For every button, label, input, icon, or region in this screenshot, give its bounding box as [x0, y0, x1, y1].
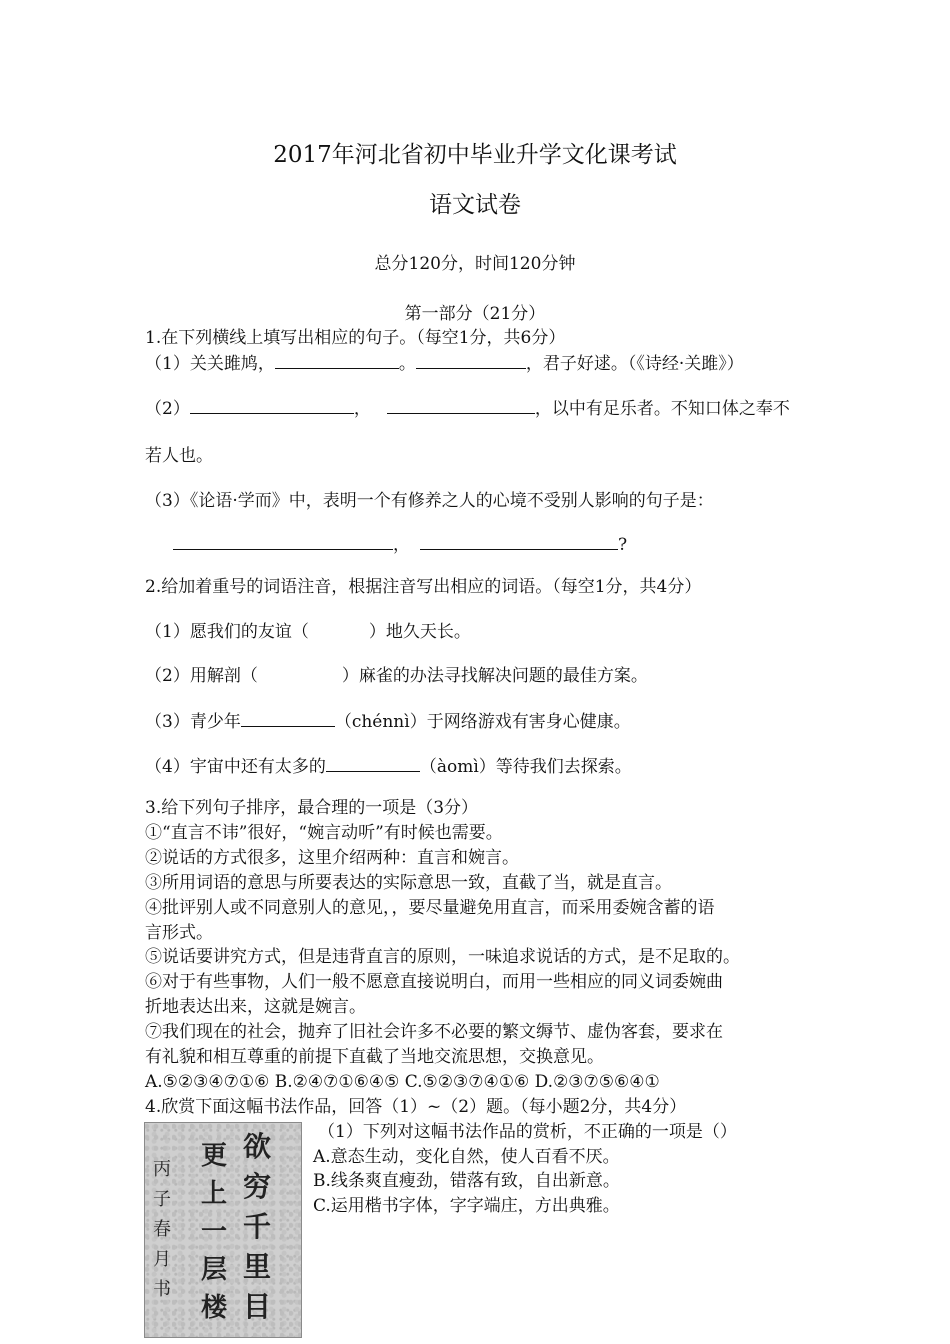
q1-item-1-text-c: ，君子好逑。（《诗经·关雎》） — [525, 354, 744, 374]
q3-sentence-5: ⑤说话要讲究方式，但是违背直言的原则，一味追求说话的方式，是不足取的。 — [145, 947, 740, 967]
q2-item-3 — [145, 709, 631, 733]
q1-item-3-blank-2[interactable] — [420, 532, 618, 550]
q1-item-1-blank-2[interactable] — [416, 351, 526, 369]
q3-sentence-6-continued: 折地表达出来，这就是婉言。 — [145, 997, 366, 1017]
q3-sentence-6: ⑥对于有些事物，人们一般不愿意直接说明白，而用一些相应的同义词委婉曲 — [145, 972, 723, 992]
q2-item-4-text-a: （4）宇宙中还有太多的 — [145, 757, 326, 777]
q3-stem: 3.给下列句子排序，最合理的一项是（3分） — [145, 798, 479, 818]
q1-item-3-blanks — [173, 532, 627, 556]
q3-sentence-3: ③所用词语的意思与所要表达的实际意思一致，直截了当，就是直言。 — [145, 873, 672, 893]
calligraphy-image — [144, 1122, 302, 1338]
q2-item-1 — [145, 621, 471, 643]
q3-sentence-7-continued: 有礼貌和相互尊重的前提下直截了当地交流思想，交换意见。 — [145, 1047, 604, 1067]
q3-sentence-2: ②说话的方式很多，这里介绍两种：直言和婉言。 — [145, 848, 519, 868]
q1-stem: 1.在下列横线上填写出相应的句子。（每空1分，共6分） — [145, 328, 566, 348]
q4-stem: 4.欣赏下面这幅书法作品，回答（1）~（2）题。（每小题2分，共4分） — [145, 1097, 687, 1117]
q2-item-1-text-a: （1）愿我们的友谊（ — [145, 622, 309, 642]
q2-item-2-text-a: （2）用解剖（ — [145, 666, 258, 686]
part-heading: 第一部分（21分） — [404, 304, 546, 324]
q3-options: A.⑤②③④⑦①⑥ B.②④⑦①⑥④⑤ C.⑤②③⑦④①⑥ D.②③⑦⑤⑥④① — [145, 1072, 660, 1092]
q4-option-c[interactable]: C.运用楷书字体，字字端庄，方出典雅。 — [313, 1196, 620, 1216]
q3-sentence-4: ④批评别人或不同意别人的意见，，要尽量避免用直言，而采用委婉含蓄的语 — [145, 898, 715, 918]
q3-sentence-1: ①“直言不讳”很好，“婉言动听”有时候也需要。 — [145, 823, 503, 843]
q1-item-2-text-b: ， — [353, 399, 371, 419]
calligraphy-column-3: 丙子春月书 — [153, 1159, 171, 1300]
q1-item-3: （3）《论语·学而》中，表明一个有修养之人的心境不受别人影响的句子是： — [145, 491, 714, 511]
q1-item-2-continued: 若人也。 — [145, 446, 213, 466]
q2-item-1-text-b: ）地久天长。 — [368, 622, 471, 642]
q1-item-1-text-a: （1）关关雎鸠， — [145, 354, 275, 374]
q1-item-2-text-a: （2） — [145, 399, 190, 419]
calligraphy-column-2: 更上一层楼 — [201, 1141, 228, 1323]
q1-item-2 — [145, 396, 790, 420]
q3-sentence-4-continued: 言形式。 — [145, 923, 213, 943]
q2-item-3-blank[interactable] — [241, 709, 335, 727]
q2-item-2 — [145, 665, 648, 687]
calligraphy-column-1: 欲穷千里目 — [243, 1130, 272, 1323]
q2-item-4-text-b: （àomì）等待我们去探索。 — [419, 757, 632, 777]
q2-item-4 — [145, 754, 632, 778]
q2-item-3-text-b: （chénnì）于网络游戏有害身心健康。 — [334, 712, 631, 732]
exam-info: 总分120分，时间120分钟 — [374, 254, 576, 274]
q2-item-4-blank[interactable] — [326, 754, 420, 772]
q1-item-1-text-b: 。 — [398, 354, 416, 374]
q2-item-3-text-a: （3）青少年 — [145, 712, 241, 732]
q1-item-2-blank-1[interactable] — [190, 396, 354, 414]
q1-item-2-blank-2[interactable] — [387, 396, 535, 414]
q1-item-3-qmark: ? — [618, 535, 628, 555]
q1-item-3-blank-1[interactable] — [173, 532, 393, 550]
q1-item-2-text-c: ，以中有足乐者。不知口体之奉不 — [534, 399, 790, 419]
q4-option-b[interactable]: B.线条爽直瘦劲，错落有致，自出新意。 — [313, 1171, 620, 1191]
q3-sentence-7: ⑦我们现在的社会，抛弃了旧社会许多不必要的繁文缛节、虚伪客套，要求在 — [145, 1022, 723, 1042]
exam-subtitle: 语文试卷 — [429, 192, 521, 218]
q4-sub-question-1: （1）下列对这幅书法作品的赏析，不正确的一项是（） — [318, 1122, 737, 1142]
q4-option-a[interactable]: A.意态生动，变化自然，使人百看不厌。 — [313, 1147, 620, 1167]
q1-item-1-blank-1[interactable] — [275, 351, 399, 369]
exam-title: 2017年河北省初中毕业升学文化课考试 — [273, 142, 677, 168]
q1-item-3-comma: ， — [393, 535, 410, 555]
q1-item-1 — [145, 351, 744, 375]
q2-stem: 2.给加着重号的词语注音，根据注音写出相应的词语。（每空1分，共4分） — [145, 577, 702, 597]
q2-item-2-text-b: ）麻雀的办法寻找解决问题的最佳方案。 — [341, 666, 648, 686]
